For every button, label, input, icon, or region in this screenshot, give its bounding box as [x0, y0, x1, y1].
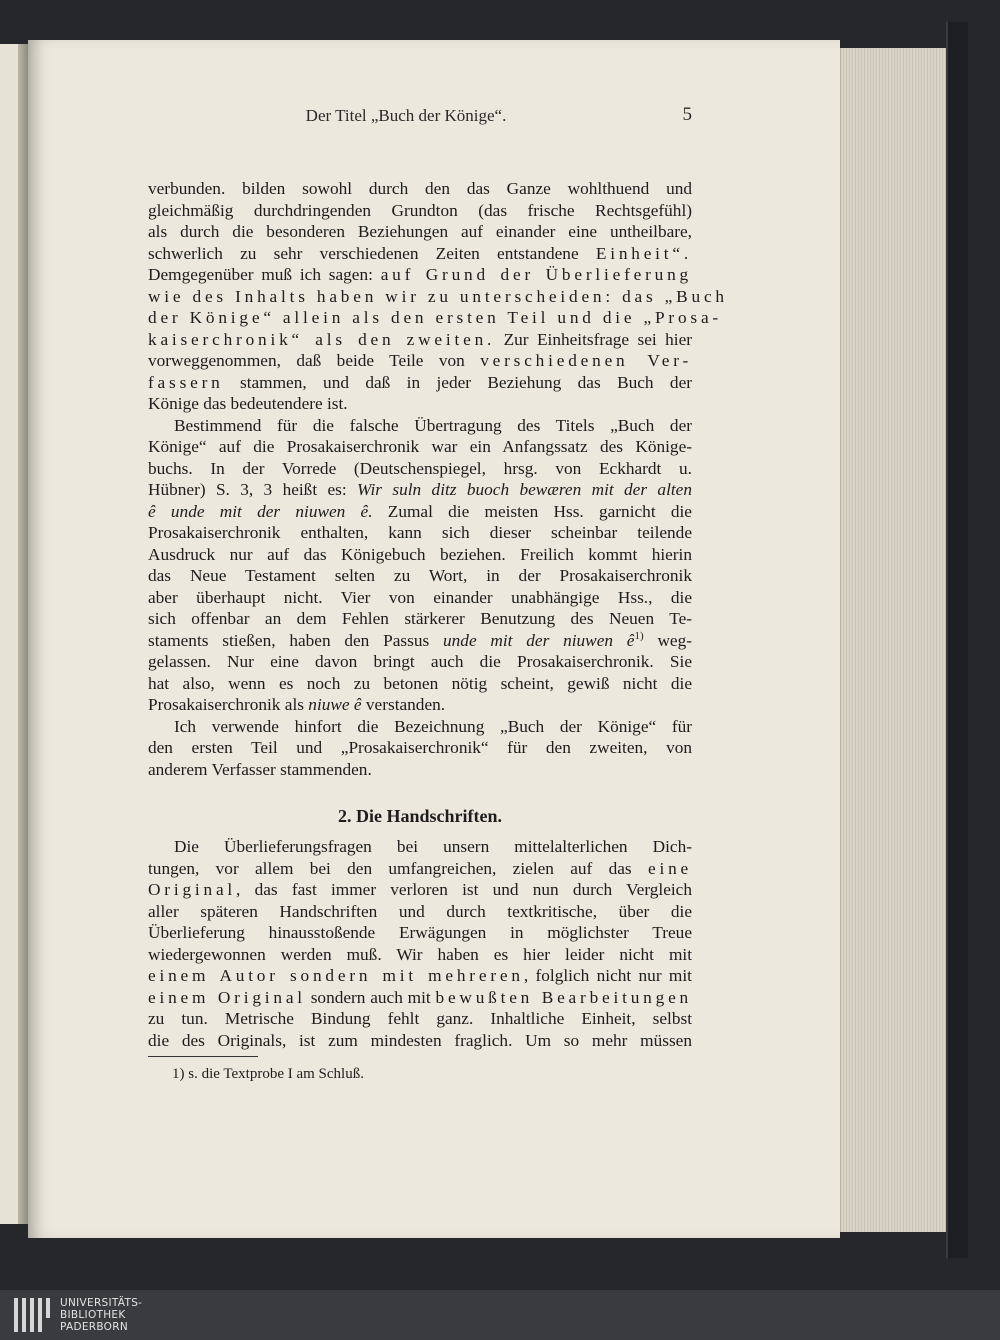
text-line: anderem Verfasser stammenden. [148, 759, 372, 779]
text-line: aller späteren Handschriften und durch textkritische, über die [148, 901, 692, 921]
footnote-ref: 1) [634, 629, 644, 642]
section-heading: 2. Die Handschriften. [338, 806, 502, 826]
text-line: staments stießen, haben den Passus unde mit der niuwen $ê^{1)}$ weg- [148, 629, 692, 650]
section-text [148, 836, 692, 1051]
text-line: einem Autor sondern mit mehreren, folglich nicht nur mit [148, 966, 692, 985]
spaced-emphasis: einem Autor sondern mit mehreren [148, 966, 524, 985]
spaced-emphasis: eine [647, 858, 692, 878]
text-line: Original, das fast immer verloren ist und nun durch Vergleich [148, 880, 692, 899]
quotation: unde mit der niuwen ê [443, 630, 635, 650]
text-line: Überlieferung hinausstoßende Erwägungen in möglichster Treue [148, 923, 692, 942]
text-line: kaiserchronik“ als den zweiten. Zur Einheitsfrage sei hier [148, 329, 692, 349]
text-line: Prosakaiserchronik als niuwe ê verstanden. [148, 695, 446, 714]
text-line: Könige“ auf die Prosakaiserchronik war ein Anfangssatz des Könige- [148, 437, 692, 456]
quotation: ê unde mit der niuwen ê. [148, 501, 373, 521]
text-line: der Könige“ allein als den ersten Teil und die „Prosa- [148, 308, 722, 327]
spaced-emphasis: Einheit“. [595, 243, 692, 263]
library-logo-icon [14, 1298, 54, 1334]
text-line: einem Original sondern auch mit bewußten Bearbeitungen [148, 987, 692, 1007]
library-line: BIBLIOTHEK [60, 1309, 126, 1321]
text-line: aber überhaupt nicht. Vier von einander unabhängige Hss., die [148, 587, 692, 607]
text-line: wiedergewonnen werden muß. Wir haben es hier leider nicht mit [148, 944, 692, 964]
text-line: gleichmäßig durchdringenden Grundton (das frische Rechtsgefühl) [148, 200, 692, 220]
text-line: Bestimmend für die falsche Übertragung des Titels „Buch der [174, 415, 692, 435]
page-block-edges [840, 48, 947, 1232]
text-line: als durch die besonderen Beziehungen auf einander eine untheilbare, [148, 222, 692, 241]
text-line: Die Überlieferungsfragen bei unsern mittelalterlichen Dich- [174, 837, 692, 856]
spaced-emphasis: Original [148, 880, 237, 899]
text-line: verbunden. bilden sowohl durch den das Ganze wohlthuend und [148, 179, 692, 198]
text-line: Prosakaiserchronik enthalten, kann sich dieser scheinbar teilende [148, 523, 692, 542]
library-line: UNIVERSITÄTS- [60, 1297, 143, 1309]
spaced-emphasis: auf Grund der Überlieferung [380, 265, 693, 284]
text-line: schwerlich zu sehr verschiedenen Zeiten entstandene Einheit“. [148, 243, 692, 263]
spaced-emphasis: verschiedenen Ver- [480, 351, 693, 370]
text-line: Hübner) S. 3, 3 heißt es: Wir suln ditz buoch bewæren mit der alten [148, 480, 692, 499]
page-number: 5 [682, 104, 692, 125]
footnote-rule [148, 1056, 258, 1057]
text-line: tungen, vor allem bei den umfangreichen, zielen auf das eine [148, 858, 692, 878]
text-line: wie des Inhalts haben wir zu unterscheiden: das „Buch [148, 286, 728, 306]
text-line: Ich verwende hinfort die Bezeichnung „Buch der Könige“ für [174, 716, 692, 736]
text-line: sich offenbar an dem Fehlen stärkerer Benutzung des Neuen Te- [148, 609, 692, 628]
spaced-emphasis: kaiserchronik“ als den zweiten. [148, 329, 496, 349]
text-line: die des Originals, ist zum mindesten fraglich. Um so mehr müssen [148, 1030, 692, 1050]
text-line: fassern stammen, und daß in jeder Beziehung das Buch der [148, 372, 692, 392]
spaced-emphasis: bewußten Bearbeitungen [435, 987, 692, 1007]
book-cover [946, 22, 968, 1258]
text-line: ê unde mit der niuwen ê. Zumal die meisten Hss. garnicht die [148, 501, 692, 521]
text-line: das Neue Testament selten zu Wort, in der Prosakaiserchronik [148, 566, 692, 585]
text-line: den ersten Teil und „Prosakaiserchronik“ für den zweiten, von [148, 738, 692, 757]
spaced-emphasis: einem Original [148, 987, 306, 1007]
library-footer [0, 1290, 1000, 1340]
text-line: Könige das bedeutendere ist. [148, 394, 348, 413]
library-name [60, 1297, 210, 1333]
text-line: buchs. In der Vorrede (Deutschenspiegel, hrsg. von Eckhardt u. [148, 458, 692, 478]
main-text [148, 178, 728, 780]
text-line: Ausdruck nur auf das Königebuch beziehen. Freilich kommt hierin [148, 544, 692, 564]
spaced-emphasis: fassern [148, 372, 224, 392]
text-line: gelassen. Nur eine davon bringt auch die Prosakaiserchronik. Sie [148, 652, 692, 671]
library-line: PADERBORN [60, 1321, 128, 1333]
running-title: Der Titel „Buch der Könige“. [305, 106, 507, 125]
text-line: Demgegenüber muß ich sagen: auf Grund der Überlieferung [148, 265, 693, 284]
text-line: vorweggenommen, daß beide Teile von verschiedenen Ver- [148, 351, 693, 370]
book-gutter [18, 44, 28, 1224]
text-line: hat also, wenn es noch zu betonen nötig scheint, gewiß nicht die [148, 673, 692, 693]
left-page-edge [0, 44, 18, 1224]
running-head [120, 106, 692, 130]
text-line: zu tun. Metrische Bindung fehlt ganz. Inhaltliche Einheit, selbst [148, 1009, 692, 1028]
footnote: 1) s. die Textprobe I am Schluß. [172, 1066, 364, 1082]
quotation: niuwe ê [308, 695, 362, 714]
quotation: Wir suln ditz buoch bewæren mit der alten [357, 480, 692, 499]
